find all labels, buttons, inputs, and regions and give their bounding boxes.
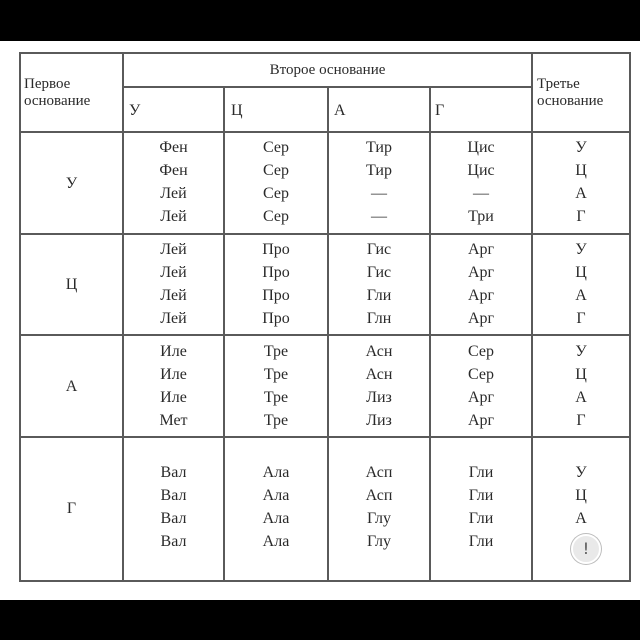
header-col-u: У — [129, 102, 141, 119]
third-base-cell: У Ц А — [575, 464, 587, 527]
codon-cell: Гли Гли Гли Гли — [468, 464, 494, 550]
first-base-label: А — [65, 378, 78, 395]
codon-cell: Фен Фен Лей Лей — [159, 139, 188, 225]
header-third-base: Третье основание — [537, 76, 604, 109]
codon-cell: Иле Иле Иле Мет — [159, 343, 188, 429]
codon-cell: Гис Гис Гли Глн — [366, 241, 392, 327]
hline-header-split — [122, 86, 533, 88]
codon-cell: Цис Цис — Три — [467, 139, 495, 225]
exclamation-icon[interactable]: ! — [571, 534, 601, 564]
header-second-base: Второе основание — [269, 62, 386, 78]
header-col-a: А — [334, 102, 346, 119]
hline-header-bottom — [21, 131, 629, 133]
hline-row-3 — [21, 436, 629, 438]
codon-table — [19, 52, 631, 582]
codon-cell: Асн Асн Лиз Лиз — [365, 343, 393, 429]
codon-cell: Тре Тре Тре Тре — [263, 343, 289, 429]
codon-cell: Сер Сер Арг Арг — [467, 343, 495, 429]
hline-row-1 — [21, 233, 629, 235]
codon-cell: Арг Арг Арг Арг — [467, 241, 495, 327]
codon-cell: Вал Вал Вал Вал — [160, 464, 187, 550]
codon-cell: Лей Лей Лей Лей — [160, 241, 187, 327]
header-first-base: Первое основание — [24, 76, 91, 109]
first-base-label: Г — [66, 500, 77, 517]
codon-cell: Про Про Про Про — [262, 241, 290, 327]
codon-cell: Тир Тир — — — [366, 139, 392, 225]
document-page — [0, 41, 640, 600]
codon-cell: Сер Сер Сер Сер — [263, 139, 289, 225]
third-base-cell: У Ц А Г — [575, 139, 587, 225]
codon-cell: Ала Ала Ала Ала — [262, 464, 290, 550]
third-base-cell: У Ц А Г — [575, 241, 587, 327]
first-base-label: У — [65, 175, 78, 192]
header-col-c: Ц — [231, 102, 243, 119]
codon-cell: Асп Асп Глу Глу — [365, 464, 393, 550]
hline-row-2 — [21, 334, 629, 336]
third-base-cell: У Ц А Г — [575, 343, 587, 429]
first-base-label: Ц — [65, 276, 78, 293]
header-col-g: Г — [435, 102, 445, 119]
